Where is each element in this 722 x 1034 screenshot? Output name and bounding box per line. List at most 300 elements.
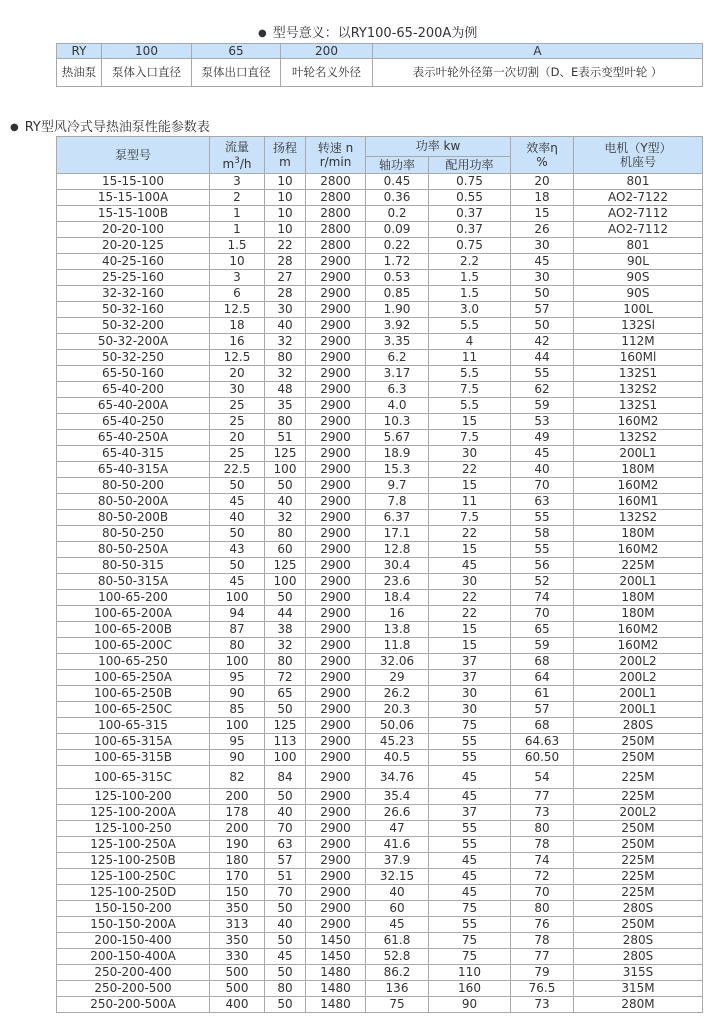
cell-motor-frame: 160M2 [574, 542, 703, 558]
cell-motor-frame: 132S2 [574, 382, 703, 398]
cell-speed: 2900 [306, 350, 366, 366]
header-flow [210, 137, 265, 174]
cell-shaft-power: 10.3 [366, 414, 429, 430]
cell-shaft-power: 40 [366, 885, 429, 901]
cell-flow: 87 [210, 622, 265, 638]
cell-motor-frame: 200L1 [574, 574, 703, 590]
cell-motor-frame: 225M [574, 558, 703, 574]
cell-efficiency: 65 [511, 622, 574, 638]
cell-motor-frame: 200L2 [574, 654, 703, 670]
cell-motor-frame: 132S1 [574, 366, 703, 382]
table-row [57, 302, 703, 318]
cell-efficiency: 58 [511, 526, 574, 542]
cell-head: 10 [265, 206, 306, 222]
table-row [57, 542, 703, 558]
cell-motor-power: 5.5 [429, 318, 511, 334]
cell-shaft-power: 41.6 [366, 837, 429, 853]
cell-model: 125-100-200 [57, 789, 210, 805]
cell-shaft-power: 40.5 [366, 750, 429, 766]
cell-motor-power: 11 [429, 494, 511, 510]
table-row [57, 478, 703, 494]
cell-efficiency: 57 [511, 702, 574, 718]
cell-head: 44 [265, 606, 306, 622]
cell-model: 80-50-315A [57, 574, 210, 590]
cell-efficiency: 44 [511, 350, 574, 366]
cell-speed: 2800 [306, 174, 366, 190]
cell-head: 32 [265, 334, 306, 350]
table-row [57, 254, 703, 270]
cell-speed: 2900 [306, 590, 366, 606]
cell-motor-frame: 90S [574, 270, 703, 286]
cell-shaft-power: 52.8 [366, 949, 429, 965]
cell-speed: 2900 [306, 686, 366, 702]
cell-flow: 40 [210, 510, 265, 526]
cell-head: 100 [265, 574, 306, 590]
cell-flow: 100 [210, 718, 265, 734]
cell-speed: 1450 [306, 949, 366, 965]
cell-motor-power: 7.5 [429, 430, 511, 446]
header-speed-unit: r/min [319, 155, 352, 169]
cell-model: 80-50-200 [57, 478, 210, 494]
cell-head: 50 [265, 590, 306, 606]
cell-head: 40 [265, 318, 306, 334]
cell-model: 80-50-250 [57, 526, 210, 542]
cell-head: 72 [265, 670, 306, 686]
table-row [57, 869, 703, 885]
cell-shaft-power: 7.8 [366, 494, 429, 510]
cell-shaft-power: 17.1 [366, 526, 429, 542]
cell-flow: 190 [210, 837, 265, 853]
cell-shaft-power: 0.2 [366, 206, 429, 222]
cell-model: 100-65-250 [57, 654, 210, 670]
cell-speed: 2900 [306, 366, 366, 382]
cell-speed: 2900 [306, 462, 366, 478]
cell-head: 113 [265, 734, 306, 750]
cell-flow: 200 [210, 821, 265, 837]
cell-motor-frame: 225M [574, 789, 703, 805]
cell-motor-power: 30 [429, 446, 511, 462]
cell-model: 80-50-200A [57, 494, 210, 510]
cell-model: 50-32-250 [57, 350, 210, 366]
cell-head: 80 [265, 526, 306, 542]
cell-motor-power: 22 [429, 462, 511, 478]
cell-speed: 2900 [306, 270, 366, 286]
cell-motor-frame: AO2-7112 [574, 222, 703, 238]
cell-flow: 94 [210, 606, 265, 622]
cell-model: 200-150-400 [57, 933, 210, 949]
cell-motor-power: 45 [429, 853, 511, 869]
cell-flow: 50 [210, 558, 265, 574]
cell-motor-power: 37 [429, 670, 511, 686]
cell-head: 50 [265, 789, 306, 805]
cell-flow: 200 [210, 789, 265, 805]
cell-motor-power: 55 [429, 821, 511, 837]
cell-shaft-power: 75 [366, 997, 429, 1013]
cell-speed: 2900 [306, 286, 366, 302]
cell-speed: 1480 [306, 981, 366, 997]
cell-head: 28 [265, 286, 306, 302]
cell-motor-power: 30 [429, 574, 511, 590]
cell-model: 20-20-100 [57, 222, 210, 238]
cell-motor-frame: 280M [574, 997, 703, 1013]
cell-motor-power: 37 [429, 805, 511, 821]
cell-flow: 43 [210, 542, 265, 558]
table-row [57, 574, 703, 590]
cell-shaft-power: 0.09 [366, 222, 429, 238]
cell-speed: 2900 [306, 430, 366, 446]
cell-shaft-power: 0.36 [366, 190, 429, 206]
cell-efficiency: 18 [511, 190, 574, 206]
cell-head: 50 [265, 478, 306, 494]
table-row [57, 366, 703, 382]
table-row [57, 670, 703, 686]
cell-model: 150-150-200A [57, 917, 210, 933]
cell-efficiency: 61 [511, 686, 574, 702]
table-row [57, 702, 703, 718]
cell-motor-frame: 132S2 [574, 510, 703, 526]
header-head-unit: m [279, 155, 291, 169]
cell-motor-frame: 200L1 [574, 686, 703, 702]
cell-shaft-power: 30.4 [366, 558, 429, 574]
cell-motor-power: 7.5 [429, 382, 511, 398]
cell-motor-frame: 180M [574, 526, 703, 542]
cell-head: 80 [265, 350, 306, 366]
cell-motor-frame: 225M [574, 766, 703, 789]
cell-efficiency: 76 [511, 917, 574, 933]
cell-efficiency: 45 [511, 446, 574, 462]
cell-model: 15-15-100B [57, 206, 210, 222]
cell-model: 50-32-160 [57, 302, 210, 318]
cell-motor-frame: AO2-7112 [574, 206, 703, 222]
cell-head: 50 [265, 933, 306, 949]
cell-flow: 313 [210, 917, 265, 933]
cell-motor-power: 11 [429, 350, 511, 366]
cell-flow: 25 [210, 398, 265, 414]
table-row [57, 590, 703, 606]
cell-flow: 30 [210, 382, 265, 398]
cell-motor-power: 55 [429, 734, 511, 750]
cell-head: 70 [265, 821, 306, 837]
cell-speed: 2900 [306, 718, 366, 734]
bullet-icon: ● [10, 122, 19, 133]
cell-speed: 2900 [306, 542, 366, 558]
cell-speed: 2900 [306, 414, 366, 430]
cell-shaft-power: 20.3 [366, 702, 429, 718]
cell-motor-power: 55 [429, 837, 511, 853]
cell-motor-power: 0.37 [429, 222, 511, 238]
table-row [57, 414, 703, 430]
header-flow-label: 流量 [224, 139, 249, 154]
cell-motor-power: 1.5 [429, 286, 511, 302]
table-row [57, 174, 703, 190]
cell-motor-frame: 315S [574, 965, 703, 981]
table-row [57, 334, 703, 350]
cell-motor-frame: 280S [574, 933, 703, 949]
cell-efficiency: 62 [511, 382, 574, 398]
cell-efficiency: 79 [511, 965, 574, 981]
table-row [57, 821, 703, 837]
cell-speed: 2800 [306, 222, 366, 238]
cell-shaft-power: 12.8 [366, 542, 429, 558]
cell-speed: 2900 [306, 526, 366, 542]
cell-efficiency: 59 [511, 398, 574, 414]
cell-shaft-power: 16 [366, 606, 429, 622]
cell-model: 125-100-250B [57, 853, 210, 869]
cell-efficiency: 73 [511, 805, 574, 821]
cell-shaft-power: 35.4 [366, 789, 429, 805]
header-speed [306, 137, 366, 174]
cell-efficiency: 26 [511, 222, 574, 238]
cell-shaft-power: 15.3 [366, 462, 429, 478]
cell-flow: 95 [210, 734, 265, 750]
table-row [57, 222, 703, 238]
cell-shaft-power: 47 [366, 821, 429, 837]
cell-motor-power: 160 [429, 981, 511, 997]
cell-motor-power: 15 [429, 478, 511, 494]
cell-motor-power: 0.37 [429, 206, 511, 222]
table-row [57, 917, 703, 933]
cell-shaft-power: 0.22 [366, 238, 429, 254]
model-code-cell: 100 [102, 44, 192, 59]
cell-head: 65 [265, 686, 306, 702]
cell-efficiency: 78 [511, 837, 574, 853]
cell-motor-power: 7.5 [429, 510, 511, 526]
cell-efficiency: 80 [511, 821, 574, 837]
cell-motor-power: 55 [429, 750, 511, 766]
cell-speed: 2900 [306, 837, 366, 853]
table-row [57, 933, 703, 949]
model-meaning-row [57, 59, 703, 87]
cell-speed: 2900 [306, 750, 366, 766]
header-eff-label: 效率η [526, 141, 558, 155]
cell-flow: 82 [210, 766, 265, 789]
cell-efficiency: 54 [511, 766, 574, 789]
cell-shaft-power: 23.6 [366, 574, 429, 590]
cell-head: 50 [265, 965, 306, 981]
cell-model: 65-40-200 [57, 382, 210, 398]
cell-motor-power: 22 [429, 526, 511, 542]
cell-head: 70 [265, 885, 306, 901]
cell-flow: 22.5 [210, 462, 265, 478]
cell-motor-frame: 250M [574, 821, 703, 837]
cell-model: 200-150-400A [57, 949, 210, 965]
cell-flow: 100 [210, 654, 265, 670]
cell-head: 32 [265, 638, 306, 654]
cell-flow: 25 [210, 446, 265, 462]
cell-model: 100-65-315C [57, 766, 210, 789]
cell-efficiency: 68 [511, 654, 574, 670]
cell-efficiency: 76.5 [511, 981, 574, 997]
cell-head: 35 [265, 398, 306, 414]
cell-model: 32-32-160 [57, 286, 210, 302]
cell-speed: 2800 [306, 238, 366, 254]
cell-motor-frame: 200L1 [574, 702, 703, 718]
model-code-row [57, 44, 703, 59]
cell-motor-power: 0.75 [429, 174, 511, 190]
cell-model: 25-25-160 [57, 270, 210, 286]
cell-model: 125-100-250D [57, 885, 210, 901]
cell-model: 100-65-250A [57, 670, 210, 686]
cell-shaft-power: 0.85 [366, 286, 429, 302]
performance-table-title [10, 116, 210, 135]
cell-speed: 2900 [306, 821, 366, 837]
cell-motor-frame: 90S [574, 286, 703, 302]
cell-flow: 178 [210, 805, 265, 821]
table-row [57, 494, 703, 510]
cell-motor-frame: 132S1 [574, 398, 703, 414]
table-row [57, 766, 703, 789]
cell-model: 80-50-200B [57, 510, 210, 526]
cell-motor-frame: 160M1 [574, 494, 703, 510]
cell-head: 10 [265, 222, 306, 238]
cell-motor-frame: 225M [574, 853, 703, 869]
cell-motor-frame: 250M [574, 750, 703, 766]
cell-speed: 2900 [306, 702, 366, 718]
cell-shaft-power: 4.0 [366, 398, 429, 414]
cell-head: 40 [265, 805, 306, 821]
cell-head: 32 [265, 510, 306, 526]
cell-shaft-power: 3.35 [366, 334, 429, 350]
cell-shaft-power: 13.8 [366, 622, 429, 638]
cell-head: 50 [265, 702, 306, 718]
cell-efficiency: 45 [511, 254, 574, 270]
cell-motor-frame: 250M [574, 917, 703, 933]
table-row [57, 286, 703, 302]
cell-motor-frame: 180M [574, 462, 703, 478]
header-head [265, 137, 306, 174]
table-row [57, 606, 703, 622]
cell-speed: 2800 [306, 190, 366, 206]
cell-speed: 2900 [306, 254, 366, 270]
cell-motor-power: 37 [429, 654, 511, 670]
cell-shaft-power: 37.9 [366, 853, 429, 869]
table-row [57, 430, 703, 446]
cell-motor-frame: 160M2 [574, 622, 703, 638]
cell-motor-power: 110 [429, 965, 511, 981]
cell-motor-power: 22 [429, 590, 511, 606]
cell-efficiency: 40 [511, 462, 574, 478]
performance-table-body [57, 174, 703, 1013]
header-motor-power: 配用功率 [429, 156, 511, 173]
cell-shaft-power: 29 [366, 670, 429, 686]
table-row [57, 718, 703, 734]
header-efficiency [511, 137, 574, 174]
cell-motor-frame: 180M [574, 590, 703, 606]
model-meaning-cell: 叶轮名义外径 [281, 59, 373, 87]
cell-head: 45 [265, 949, 306, 965]
cell-efficiency: 77 [511, 949, 574, 965]
cell-efficiency: 50 [511, 286, 574, 302]
cell-model: 150-150-200 [57, 901, 210, 917]
header-power: 功率 kw [366, 137, 511, 157]
cell-speed: 2900 [306, 558, 366, 574]
model-meaning-table [56, 43, 703, 87]
cell-efficiency: 63 [511, 494, 574, 510]
cell-motor-frame: 200L2 [574, 805, 703, 821]
cell-model: 80-50-315 [57, 558, 210, 574]
cell-efficiency: 72 [511, 869, 574, 885]
cell-speed: 2900 [306, 885, 366, 901]
table-row [57, 965, 703, 981]
table-row [57, 654, 703, 670]
cell-efficiency: 78 [511, 933, 574, 949]
cell-head: 50 [265, 901, 306, 917]
cell-motor-frame: 250M [574, 734, 703, 750]
cell-efficiency: 77 [511, 789, 574, 805]
cell-speed: 1450 [306, 933, 366, 949]
cell-motor-frame: 160M2 [574, 478, 703, 494]
cell-shaft-power: 0.45 [366, 174, 429, 190]
cell-shaft-power: 18.4 [366, 590, 429, 606]
cell-efficiency: 70 [511, 885, 574, 901]
table-row [57, 382, 703, 398]
cell-motor-power: 75 [429, 901, 511, 917]
cell-flow: 90 [210, 686, 265, 702]
cell-head: 60 [265, 542, 306, 558]
cell-motor-power: 5.5 [429, 398, 511, 414]
cell-flow: 45 [210, 574, 265, 590]
model-meaning-cell: 泵体出口直径 [192, 59, 281, 87]
cell-flow: 100 [210, 590, 265, 606]
cell-speed: 2900 [306, 382, 366, 398]
table-row [57, 949, 703, 965]
cell-head: 80 [265, 654, 306, 670]
cell-efficiency: 70 [511, 606, 574, 622]
cell-flow: 1 [210, 222, 265, 238]
cell-motor-power: 30 [429, 702, 511, 718]
cell-motor-power: 22 [429, 606, 511, 622]
model-meaning-cell: 表示叶轮外径第一次切割（D、E表示变型叶轮 ） [373, 59, 703, 87]
cell-efficiency: 15 [511, 206, 574, 222]
cell-shaft-power: 3.17 [366, 366, 429, 382]
cell-head: 27 [265, 270, 306, 286]
table-row [57, 446, 703, 462]
cell-flow: 150 [210, 885, 265, 901]
cell-head: 40 [265, 494, 306, 510]
table-row [57, 238, 703, 254]
cell-speed: 2800 [306, 206, 366, 222]
cell-model: 100-65-315B [57, 750, 210, 766]
cell-motor-frame: 160M2 [574, 414, 703, 430]
table-row [57, 318, 703, 334]
cell-model: 100-65-200C [57, 638, 210, 654]
cell-head: 10 [265, 174, 306, 190]
table-row [57, 190, 703, 206]
cell-head: 32 [265, 366, 306, 382]
cell-flow: 6 [210, 286, 265, 302]
cell-flow: 50 [210, 478, 265, 494]
cell-head: 63 [265, 837, 306, 853]
cell-efficiency: 60.50 [511, 750, 574, 766]
cell-model: 125-100-200A [57, 805, 210, 821]
cell-shaft-power: 34.76 [366, 766, 429, 789]
cell-speed: 2900 [306, 805, 366, 821]
cell-model: 50-32-200A [57, 334, 210, 350]
cell-speed: 2900 [306, 446, 366, 462]
table-row [57, 510, 703, 526]
cell-model: 65-50-160 [57, 366, 210, 382]
header-row [57, 137, 703, 157]
cell-efficiency: 42 [511, 334, 574, 350]
cell-flow: 3 [210, 270, 265, 286]
header-head-label: 扬程 [272, 141, 297, 155]
cell-motor-power: 30 [429, 686, 511, 702]
cell-motor-frame: 200L2 [574, 670, 703, 686]
cell-flow: 50 [210, 526, 265, 542]
cell-flow: 500 [210, 981, 265, 997]
cell-motor-power: 4 [429, 334, 511, 350]
header-motor-frame: 机座号 [619, 155, 656, 169]
